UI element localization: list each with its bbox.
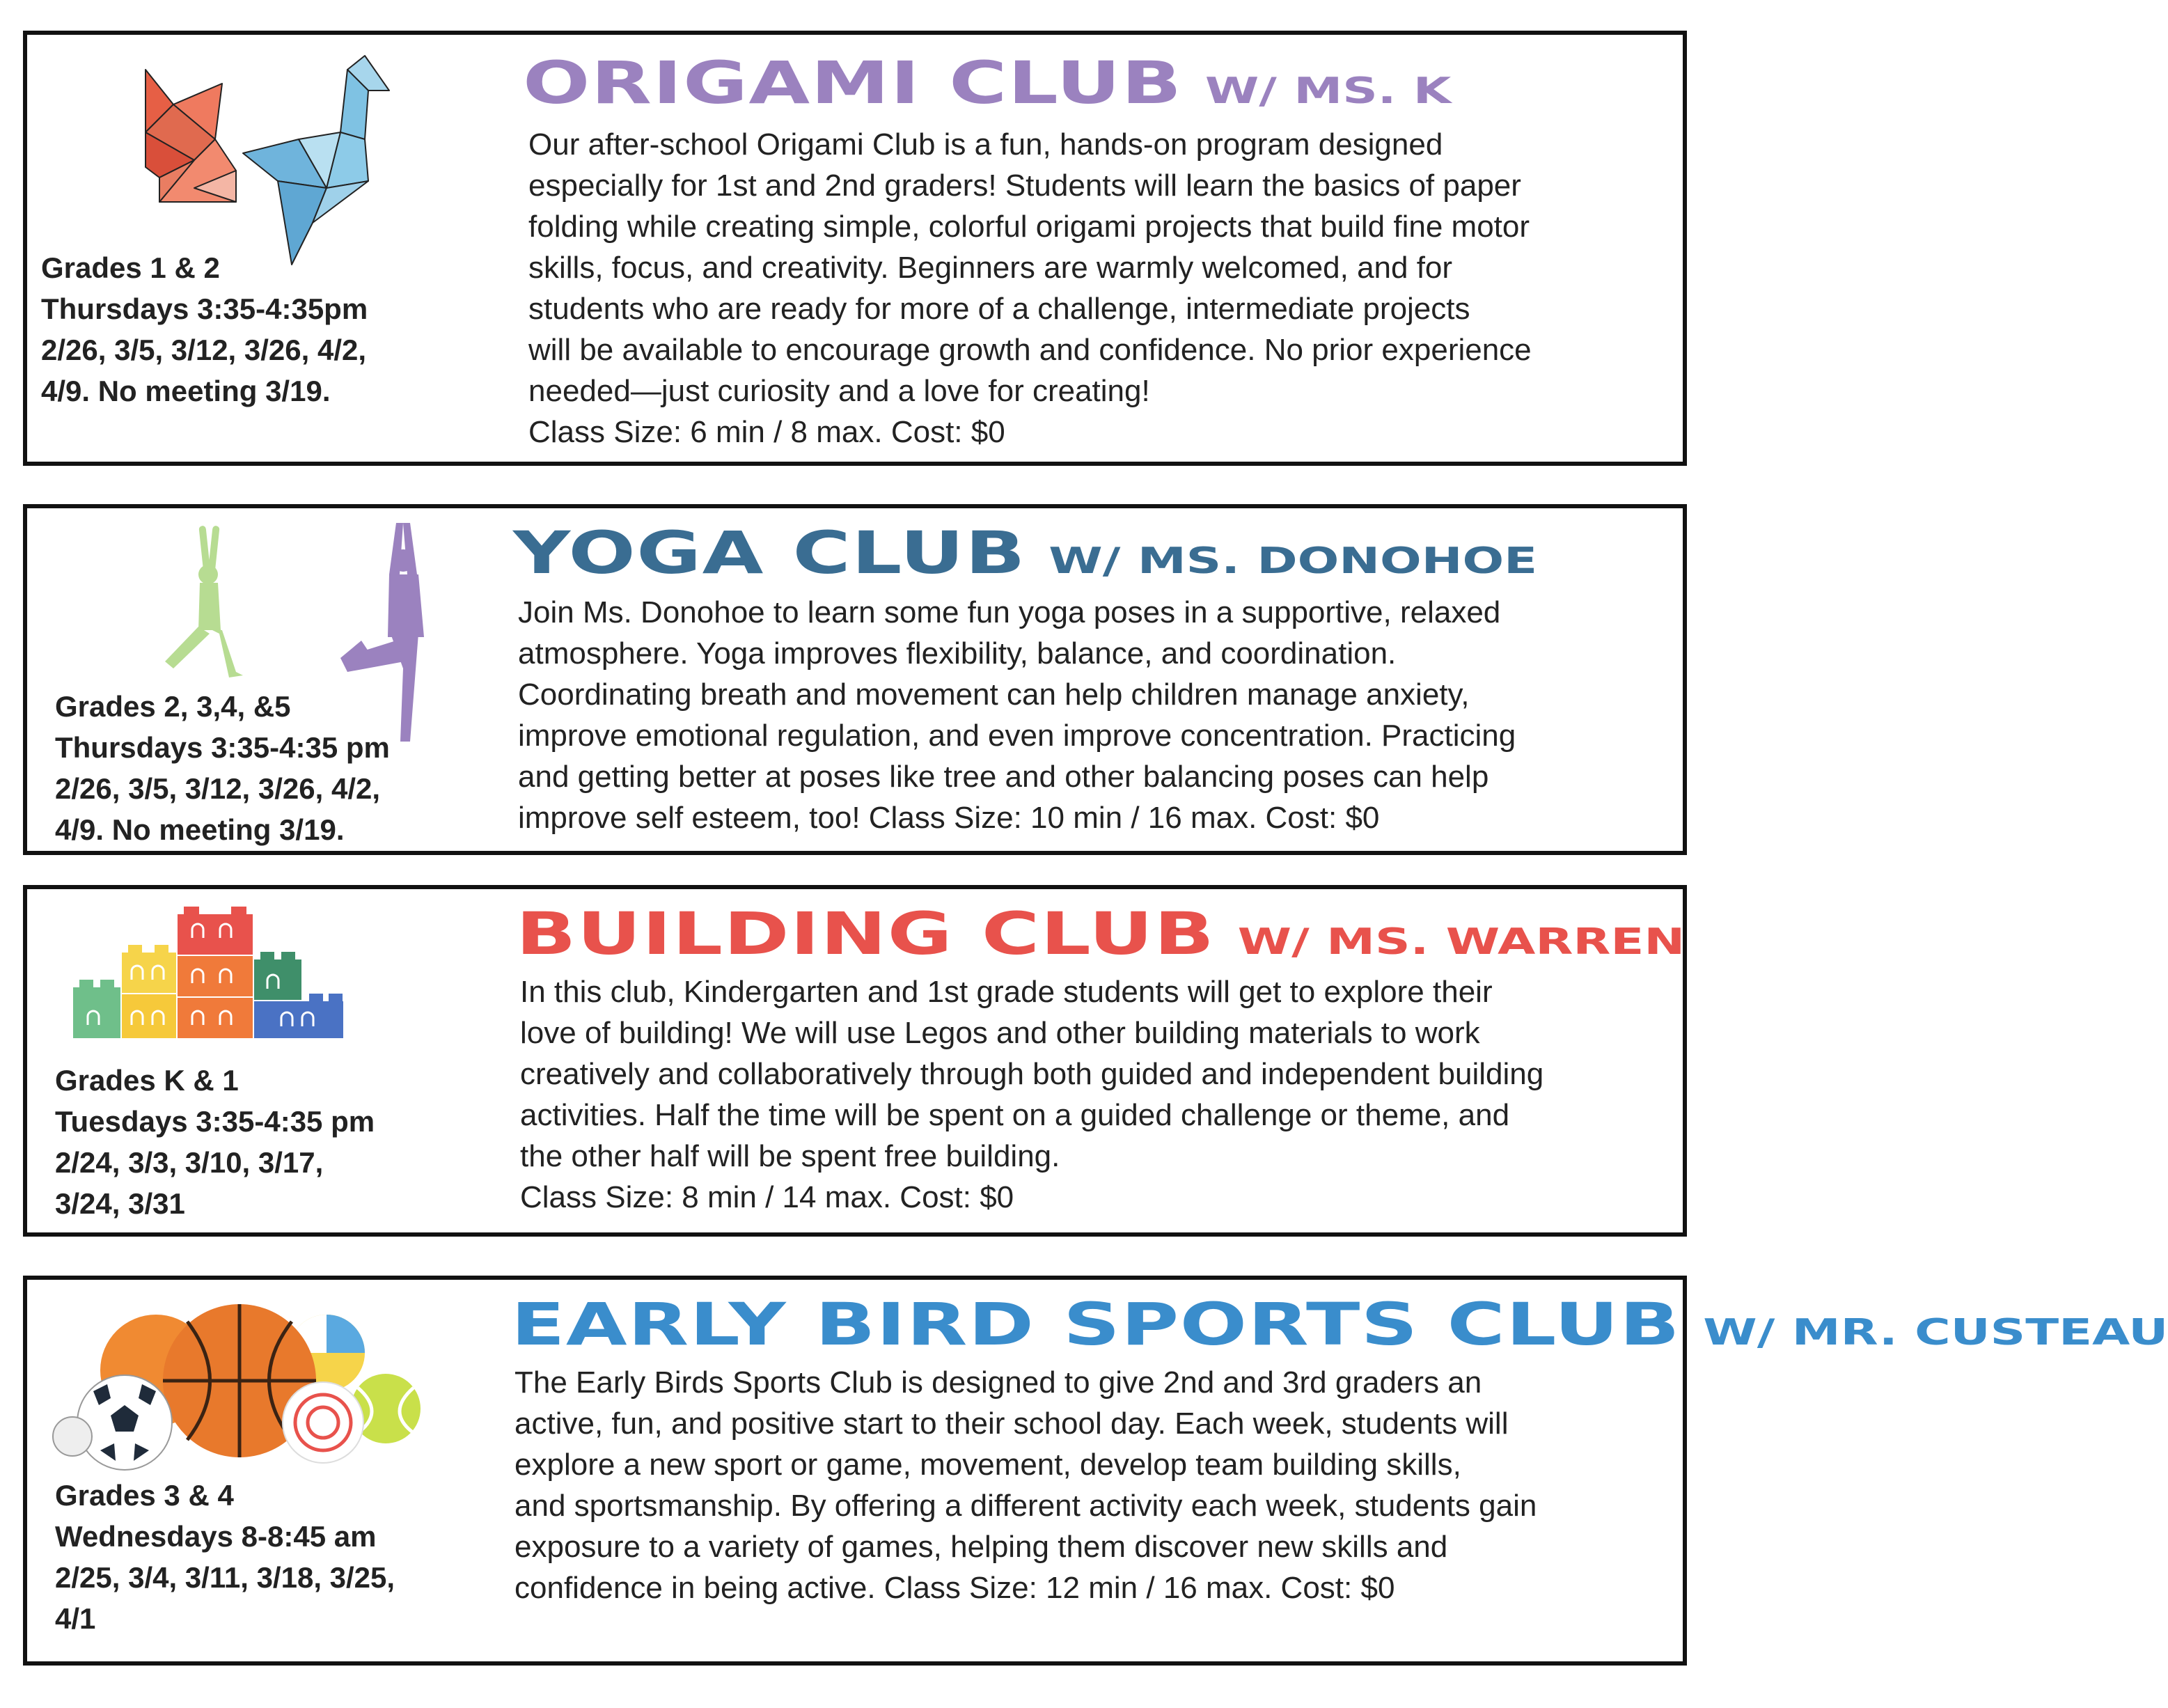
description-line: skills, focus, and creativity. Beginners are warmly welcomed, and for [528, 251, 1453, 285]
building-blocks-icon [72, 907, 379, 1056]
club-heading [513, 519, 1537, 587]
club-teacher: W/ MS. DONOHOE [1048, 540, 1538, 582]
club-teacher: W/ MR. CUSTEAU [1703, 1312, 2168, 1354]
meeting-day-time: Thursdays 3:35-4:35pm [41, 292, 368, 325]
description-line: especially for 1st and 2nd graders! Students will learn the basics of paper [528, 169, 1521, 203]
meeting-dates: 2/26, 3/5, 3/12, 3/26, 4/2, [55, 772, 381, 805]
description-line: and sportsmanship. By offering a different activity each week, students gain [514, 1489, 1537, 1523]
meeting-day-time: Wednesdays 8-8:45 am [55, 1520, 377, 1553]
grades-label: Grades K & 1 [55, 1064, 239, 1097]
description-line: creatively and collaboratively through both guided and independent building [520, 1057, 1544, 1091]
description-line: Our after-school Origami Club is a fun, hands-on program designed [528, 127, 1443, 162]
description-line: confidence in being active. Class Size: 12 min / 16 max. Cost: $0 [514, 1571, 1395, 1605]
club-description [514, 1362, 1537, 1608]
schedule-info [55, 686, 390, 850]
club-heading [523, 49, 1451, 117]
description-line: active, fun, and positive start to their school day. Each week, students will [514, 1407, 1509, 1441]
club-teacher: W/ MS. WARREN [1237, 921, 1686, 963]
description-line: needed—just curiosity and a love for creating! [528, 374, 1150, 408]
club-teacher: W/ MS. K [1204, 70, 1452, 112]
meeting-day-time: Tuesdays 3:35-4:35 pm [55, 1105, 375, 1138]
meeting-dates: 2/24, 3/3, 3/10, 3/17, [55, 1146, 324, 1179]
description-line: love of building! We will use Legos and other building materials to work [520, 1016, 1480, 1050]
club-heading [511, 1290, 2168, 1358]
description-line: Join Ms. Donohoe to learn some fun yoga poses in a supportive, relaxed [518, 595, 1501, 629]
meeting-day-time: Thursdays 3:35-4:35 pm [55, 731, 390, 764]
description-line: students who are ready for more of a challenge, intermediate projects [528, 292, 1470, 326]
meeting-dates-cont: 3/24, 3/31 [55, 1187, 185, 1220]
description-line: improve self esteem, too! Class Size: 10 min / 16 max. Cost: $0 [518, 801, 1380, 835]
club-card-yoga [23, 504, 1687, 855]
description-line: and getting better at poses like tree and other balancing poses can help [518, 760, 1489, 794]
description-line: exposure to a variety of games, helping them discover new skills and [514, 1530, 1448, 1564]
description-line: will be available to encourage growth and confidence. No prior experience [528, 333, 1532, 367]
description-line: In this club, Kindergarten and 1st grade students will get to explore their [520, 975, 1493, 1009]
description-line: activities. Half the time will be spent on a guided challenge or theme, and [520, 1098, 1510, 1132]
sports-balls-icon [52, 1294, 427, 1475]
club-title: ORIGAMI CLUB [523, 49, 1183, 117]
grades-label: Grades 2, 3,4, &5 [55, 690, 291, 723]
club-card-building [23, 885, 1687, 1237]
schedule-info [55, 1060, 375, 1224]
club-description [528, 124, 1532, 453]
meeting-dates-cont: 4/9. No meeting 3/19. [55, 813, 345, 846]
club-description [518, 592, 1516, 838]
club-title: EARLY BIRD SPORTS CLUB [511, 1290, 1681, 1358]
class-size-cost: Class Size: 8 min / 14 max. Cost: $0 [520, 1180, 1014, 1214]
meeting-dates: 2/26, 3/5, 3/12, 3/26, 4/2, [41, 334, 367, 366]
meeting-dates-cont: 4/9. No meeting 3/19. [41, 375, 331, 407]
grades-label: Grades 3 & 4 [55, 1479, 234, 1512]
meeting-dates: 2/25, 3/4, 3/11, 3/18, 3/25, [55, 1561, 395, 1594]
grades-label: Grades 1 & 2 [41, 251, 220, 284]
club-title: BUILDING CLUB [516, 900, 1216, 968]
club-card-sports [23, 1276, 2168, 1666]
description-line: improve emotional regulation, and even improve concentration. Practicing [518, 719, 1516, 753]
description-line: Coordinating breath and movement can help children manage anxiety, [518, 677, 1470, 712]
description-line: explore a new sport or game, movement, develop team building skills, [514, 1448, 1461, 1482]
description-line: folding while creating simple, colorful origami projects that build fine motor [528, 210, 1530, 244]
schedule-info [41, 247, 368, 412]
description-line: The Early Birds Sports Club is designed to give 2nd and 3rd graders an [514, 1365, 1482, 1400]
club-description [520, 971, 1543, 1218]
description-line: the other half will be spent free building. [520, 1139, 1060, 1173]
class-size-cost: Class Size: 6 min / 8 max. Cost: $0 [528, 415, 1005, 449]
club-card-origami [23, 31, 1687, 466]
club-title: YOGA CLUB [513, 519, 1026, 587]
description-line: atmosphere. Yoga improves flexibility, balance, and coordination. [518, 636, 1397, 671]
schedule-info [55, 1475, 395, 1639]
meeting-dates-cont: 4/1 [55, 1602, 96, 1635]
club-heading [516, 900, 1685, 968]
